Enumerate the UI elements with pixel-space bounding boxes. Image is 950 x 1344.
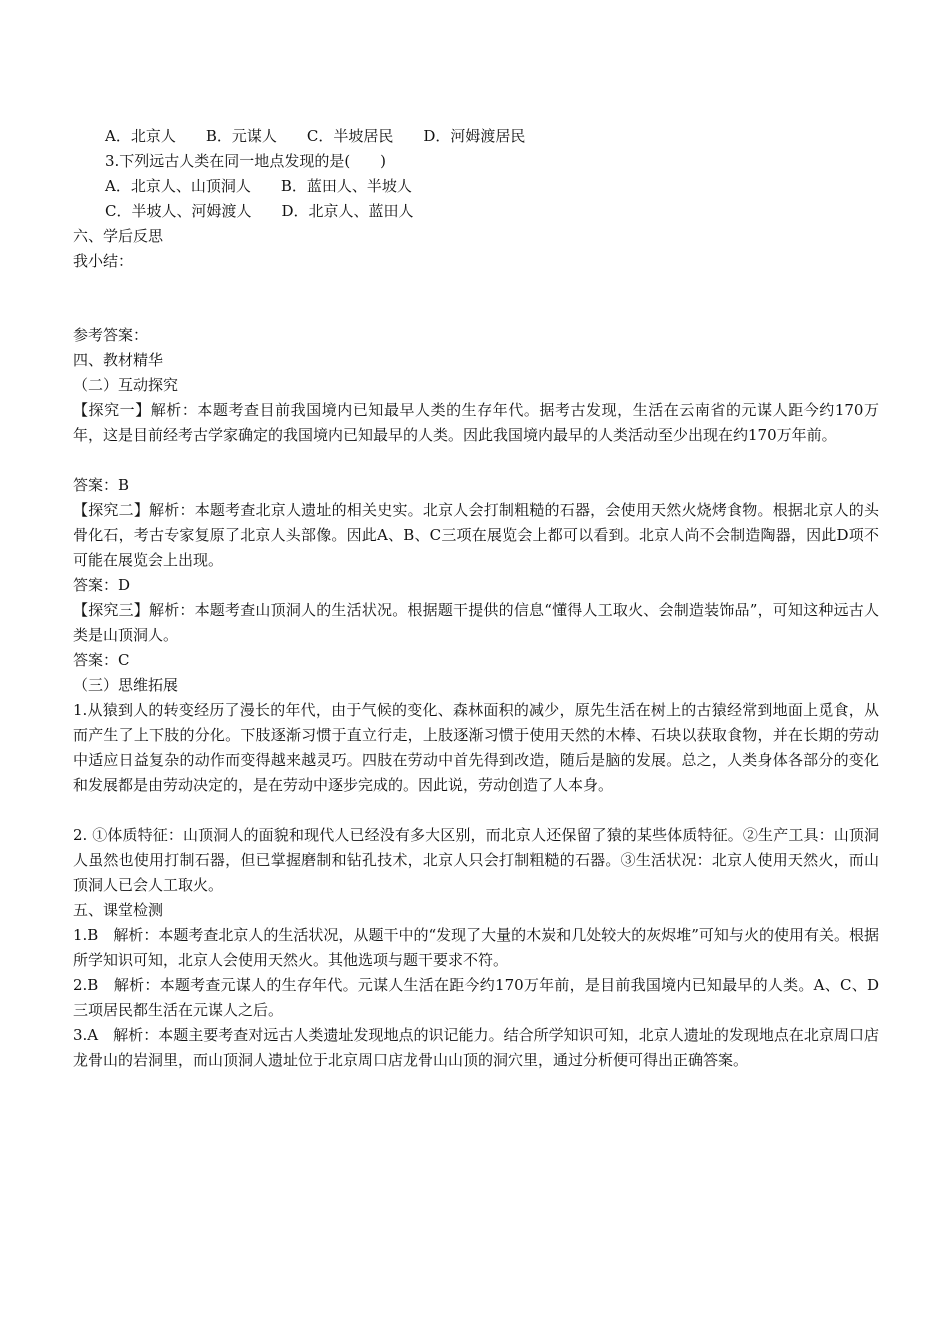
section-4-heading: 四、教材精华: [73, 351, 164, 369]
q2-options: A．北京人 B．元谋人 C．半坡居民 D．河姆渡居民: [105, 127, 526, 145]
think-2-text: 2. ①体质特征：山顶洞人的面貌和现代人已经没有多大区别，而北京人还保留了猿的某些体质特征。②生产工具：山顶洞人虽然也使用打制石器，但已掌握磨制和钻孔技术，北京人只会打制粗糙的石器。③生活状况：北京人使用天然火，而山顶洞人已会人工取火。: [73, 826, 879, 894]
section-5-heading: 五、课堂检测: [73, 901, 164, 919]
explore-1-text: 【探究一】解析：本题考查目前我国境内已知最早人类的生存年代。据考古发现，生活在云南省的元谋人距今约170万年，这是目前经考古学家确定的我国境内已知最早的人类。因此我国境内最早的人类活动至少出现在约170万年前。: [73, 401, 879, 444]
explore-3-text: 【探究三】解析：本题考查山顶洞人的生活状况。根据题干提供的信息“懂得人工取火、会制造装饰品”，可知这种远古人类是山顶洞人。: [73, 601, 879, 644]
subsection-2-heading: （二）互动探究: [73, 376, 179, 394]
think-1-text: 1.从猿到人的转变经历了漫长的年代，由于气候的变化、森林面积的减少，原先生活在树上的古猿经常到地面上觅食，从而产生了上下肢的分化。下肢逐渐习惯于直立行走，上肢逐渐习惯于使用天然的木棒、石块以获取食物，并在长期的劳动中适应日益复杂的动作而变得越来越灵巧。四肢在劳动中首先得到改造，随后是脑的发展。总之，人类身体各部分的变化和发展都是由劳动决定的，是在劳动中逐步完成的。因此说，劳动创造了人本身。: [73, 701, 879, 794]
explore-2-answer: 答案：D: [73, 576, 131, 594]
q3-options-ab: A．北京人、山顶洞人 B．蓝田人、半坡人: [105, 177, 412, 195]
subsection-3-heading: （三）思维拓展: [73, 676, 179, 694]
answers-heading: 参考答案：: [73, 326, 149, 344]
q3-options-cd: C．半坡人、河姆渡人 D．北京人、蓝田人: [105, 202, 414, 220]
check-3-text: 3.A 解析：本题主要考查对远古人类遗址发现地点的识记能力。结合所学知识可知，北京人遗址的发现地点在北京周口店龙骨山的岩洞里，而山顶洞人遗址位于北京周口店龙骨山山顶的洞穴里，通过分析便可得出正确答案。: [73, 1026, 879, 1069]
summary-label: 我小结：: [73, 252, 134, 270]
q3-stem: 3.下列远古人类在同一地点发现的是( ): [105, 152, 387, 170]
explore-2-text: 【探究二】解析：本题考查北京人遗址的相关史实。北京人会打制粗糙的石器，会使用天然火烧烤食物。根据北京人的头骨化石，考古专家复原了北京人头部像。因此A、B、C三项在展览会上都可以看到。北京人尚不会制造陶器，因此D项不可能在展览会上出现。: [73, 501, 879, 569]
check-2-text: 2.B 解析：本题考查元谋人的生存年代。元谋人生活在距今约170万年前，是目前我国境内已知最早的人类。A、C、D三项居民都生活在元谋人之后。: [73, 976, 879, 1019]
explore-1-answer: 答案：B: [73, 476, 130, 494]
check-1-text: 1.B 解析：本题考查北京人的生活状况，从题干中的“发现了大量的木炭和几处较大的灰烬堆”可知与火的使用有关。根据所学知识可知，北京人会使用天然火。其他选项与题干要求不符。: [73, 926, 879, 969]
explore-3-answer: 答案：C: [73, 651, 130, 669]
reflection-heading: 六、学后反思: [73, 227, 164, 245]
